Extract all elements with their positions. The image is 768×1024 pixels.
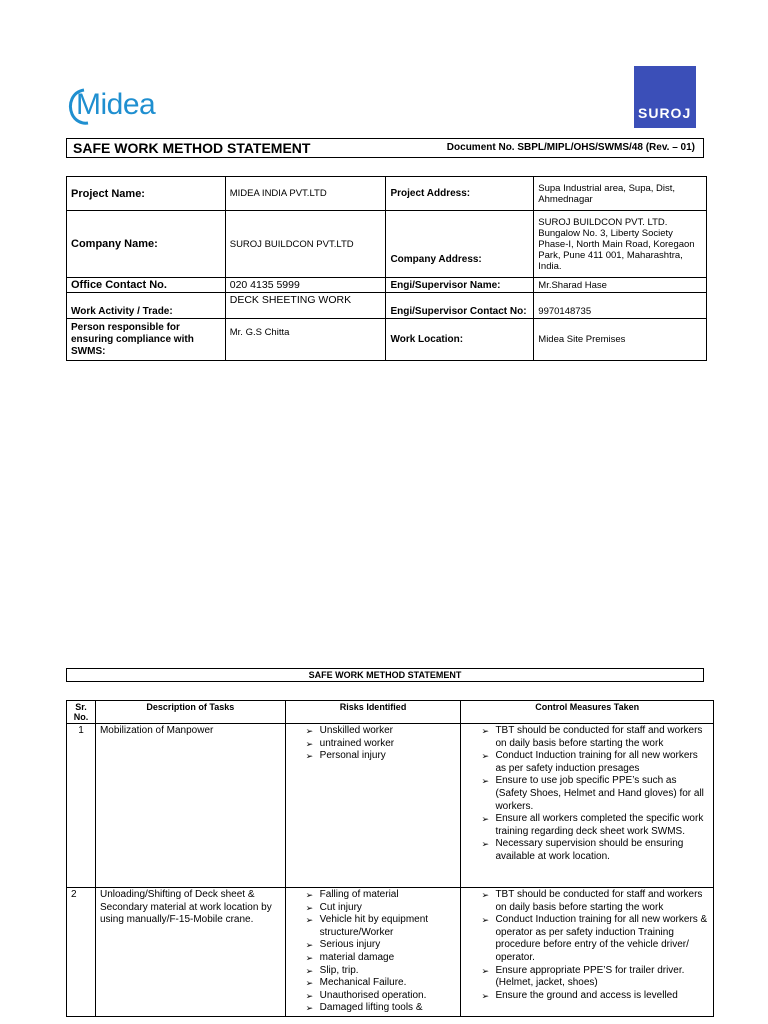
header-controls: Control Measures Taken — [461, 701, 714, 724]
table-header-row — [67, 701, 714, 724]
info-row — [67, 278, 707, 293]
list-item: ➢ TBT should be conducted for staff and workers on daily basis before starting the work — [479, 889, 709, 914]
project-address-label: Project Address: — [386, 177, 534, 211]
row-task: Unloading/Shifting of Deck sheet & Secondary material at work location by using manually/F-15-Mobile crane. — [95, 888, 285, 1017]
suroj-logo-text: SUROJ — [638, 105, 692, 121]
midea-logo-text: Midea — [76, 88, 156, 121]
list-item: ➢ Damaged lifting tools & — [304, 1002, 457, 1015]
list-item: ➢ Personal injury — [304, 750, 457, 763]
row-sr: 2 — [67, 888, 96, 1017]
company-address-value: SUROJ BUILDCON PVT. LTD. Bungalow No. 3, Liberty Society Phase-I, North Main Road, Koregaon Park, Pune 411 001, Maharashtra, India. — [534, 211, 707, 278]
document-number: Document No. SBPL/MIPL/OHS/SWMS/48 (Rev. – 01) — [446, 142, 695, 153]
info-row — [67, 177, 707, 211]
list-item: ➢ Mechanical Failure. — [304, 977, 457, 990]
header-description: Description of Tasks — [95, 701, 285, 724]
section-title: SAFE WORK METHOD STATEMENT — [66, 668, 704, 682]
person-responsible-value: Mr. G.S Chitta — [225, 319, 386, 361]
list-item: ➢ Slip, trip. — [304, 965, 457, 978]
list-item: ➢ Necessary supervision should be ensuring available at work location. — [479, 838, 709, 863]
list-item: ➢ Conduct Induction training for all new workers as per safety induction presages — [479, 750, 709, 775]
work-activity-label: Work Activity / Trade: — [67, 293, 226, 319]
person-responsible-label: Person responsible for ensuring compliance with SWMS: — [67, 319, 226, 361]
supervisor-name-value: Mr.Sharad Hase — [534, 278, 707, 293]
supervisor-name-label: Engi/Supervisor Name: — [386, 278, 534, 293]
project-address-value: Supa Industrial area, Supa, Dist, Ahmednagar — [534, 177, 707, 211]
supervisor-contact-value: 9970148735 — [534, 293, 707, 319]
document-title-bar — [66, 138, 704, 158]
project-name-label: Project Name: — [67, 177, 226, 211]
list-item: ➢ Unskilled worker — [304, 725, 457, 738]
list-item: ➢ Ensure to use job specific PPE’s such as (Safety Shoes, Helmet and Hand gloves) for all workers. — [479, 775, 709, 813]
row-risks — [285, 888, 461, 1017]
row-sr: 1 — [67, 724, 96, 888]
list-item: ➢ Falling of material — [304, 889, 457, 902]
list-item: ➢ Conduct Induction training for all new workers & operator as per safety induction Training procedure before entry of the vehicle driver/ operator. — [479, 914, 709, 964]
work-location-label: Work Location: — [386, 319, 534, 361]
list-item: ➢ Cut injury — [304, 902, 457, 915]
midea-logo — [66, 86, 166, 130]
company-name-label: Company Name: — [67, 211, 226, 278]
header-sr-no: Sr. No. — [67, 701, 96, 724]
table-row — [67, 724, 714, 888]
list-item: ➢ Ensure the ground and access is levelled — [479, 990, 709, 1003]
info-row — [67, 211, 707, 278]
list-item: ➢ TBT should be conducted for staff and workers on daily basis before starting the work — [479, 725, 709, 750]
list-item: ➢ Vehicle hit by equipment structure/Worker — [304, 914, 457, 939]
row-risks — [285, 724, 461, 888]
info-row — [67, 293, 707, 319]
list-item: ➢ Serious injury — [304, 939, 457, 952]
info-row — [67, 319, 707, 361]
list-item: ➢ material damage — [304, 952, 457, 965]
row-controls — [461, 724, 714, 888]
swms-table — [66, 700, 714, 1017]
document-title: SAFE WORK METHOD STATEMENT — [73, 140, 311, 156]
project-name-value: MIDEA INDIA PVT.LTD — [225, 177, 386, 211]
company-name-value: SUROJ BUILDCON PVT.LTD — [225, 211, 386, 278]
suroj-logo — [634, 66, 696, 128]
list-item: ➢ Ensure appropriate PPE’S for trailer driver. (Helmet, jacket, shoes) — [479, 965, 709, 990]
supervisor-contact-label: Engi/Supervisor Contact No: — [386, 293, 534, 319]
office-contact-label: Office Contact No. — [67, 278, 226, 293]
row-controls — [461, 888, 714, 1017]
work-activity-value: DECK SHEETING WORK — [225, 293, 386, 319]
row-task: Mobilization of Manpower — [95, 724, 285, 888]
project-info-table — [66, 176, 707, 361]
work-location-value: Midea Site Premises — [534, 319, 707, 361]
list-item: ➢ Unauthorised operation. — [304, 990, 457, 1003]
list-item: ➢ Ensure all workers completed the specific work training regarding deck sheet work SWMS. — [479, 813, 709, 838]
table-row — [67, 888, 714, 1017]
header-risks: Risks Identified — [285, 701, 461, 724]
list-item: ➢ untrained worker — [304, 738, 457, 751]
office-contact-value: 020 4135 5999 — [225, 278, 386, 293]
company-address-label: Company Address: — [386, 211, 534, 278]
